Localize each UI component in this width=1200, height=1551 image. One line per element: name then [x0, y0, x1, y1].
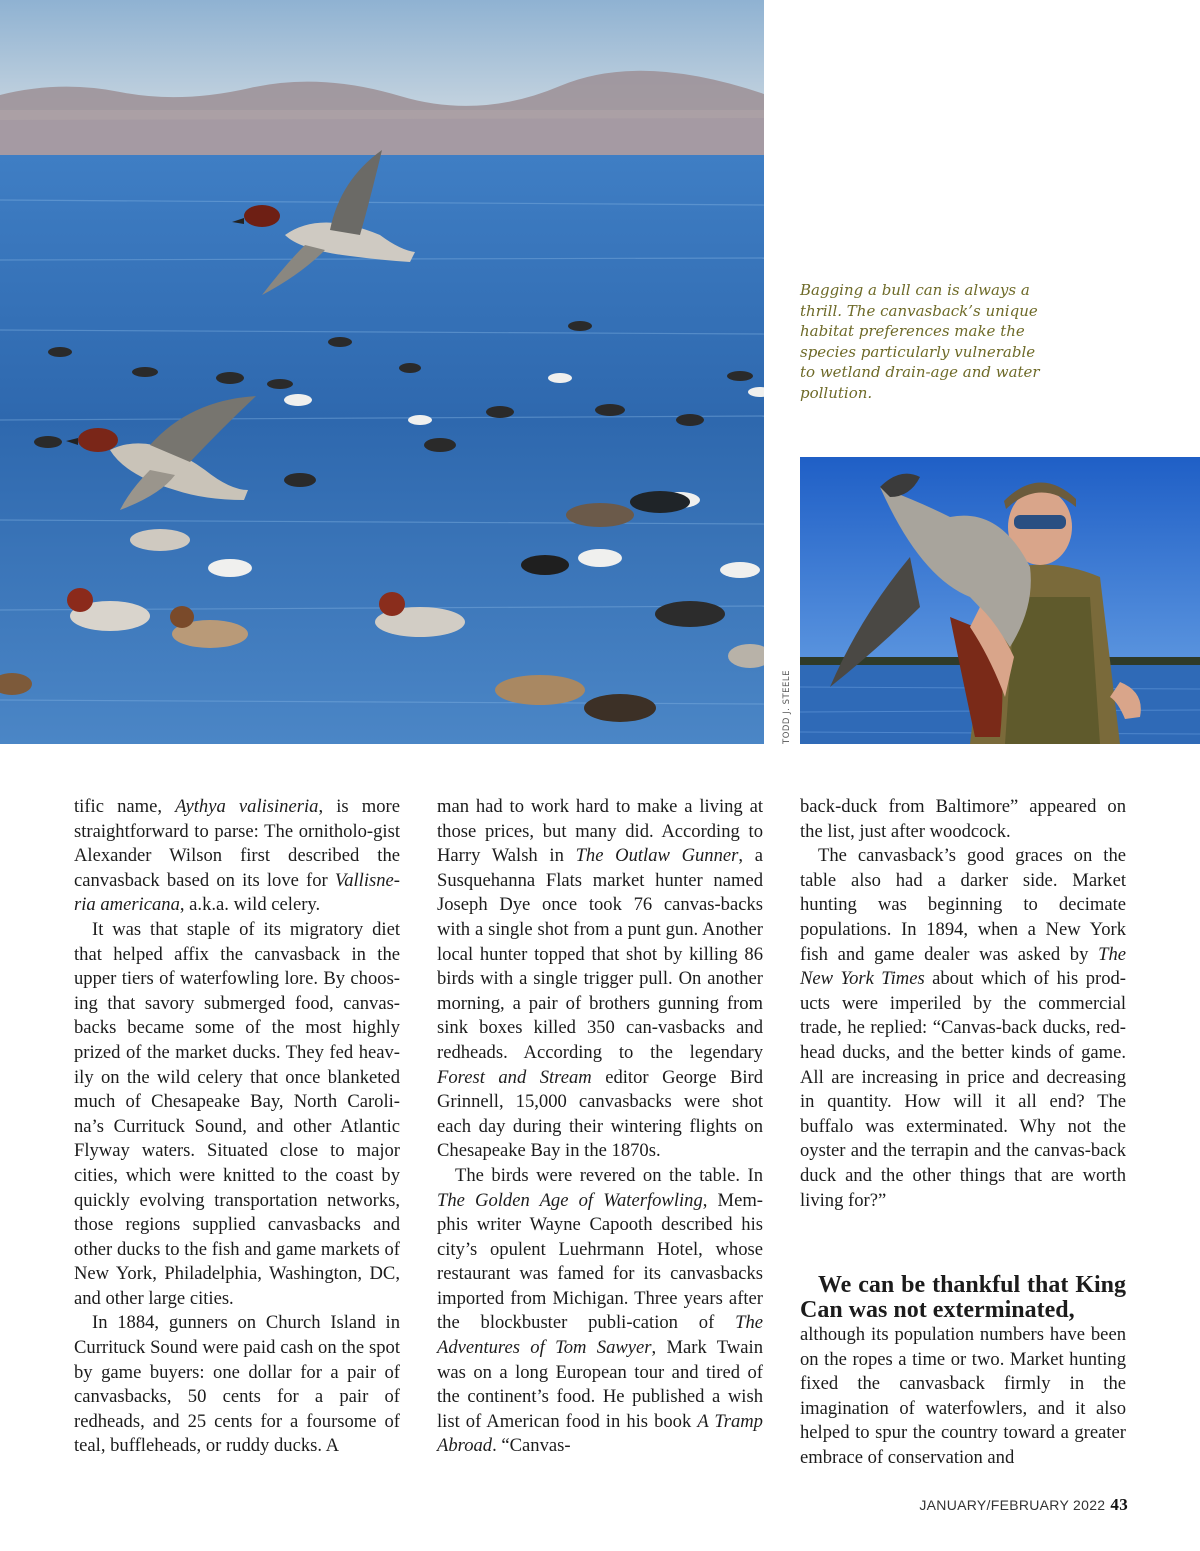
text-run: , a.k.a. wild celery.	[179, 894, 321, 916]
paragraph: In 1884, gunners on Church Island in Currituck Sound were paid cash on the spot by game buyers: one dollar for a pair of canvasbacks, 50 cents for a pair of redheads, and 25 cents for a foursome of teal, buffleheads, or ruddy ducks. A	[74, 1312, 400, 1457]
book-title: The Adventures of Tom Sawyer	[437, 1312, 763, 1359]
paragraph: back-duck from Baltimore” appeared on the list, just after woodcock.	[800, 796, 1126, 842]
issue-date: JANUARY/FEBRUARY 2022	[919, 1497, 1106, 1513]
canvasback-flock-illustration	[0, 0, 764, 744]
text-run: The birds were revered on the table. In	[455, 1164, 763, 1186]
publication-title: Forest and Stream	[437, 1066, 592, 1088]
page-number: 43	[1110, 1495, 1128, 1514]
photo-caption: Bagging a bull can is always a thrill. The canvasback’s unique habitat preferences make the species particularly vulnerable to wetland drain-age and water pollution.	[800, 281, 1040, 402]
paragraph: It was that staple of its migratory diet that helped affix the canvasback in the upper tiers of waterfowling lore. By choos-ing that savory submerged food, canvas-backs became some of the most highly prized of the market ducks. They fed heav-ily on the wild celery that once blanketed much of Chesapeake Bay, North Caroli-na’s Currituck Sound, and other Atlantic Flyway waters. Situated close to major cities, which were knitted to the coast by quickly evolving transportation networks, those regions supplied canvasbacks and other ducks to the fish and game markets of New York, Philadelphia, Washington, DC, and other large cities.	[74, 918, 400, 1309]
text-run: , a Susquehanna Flats market hunter named Joseph Dye once took 76 canvas-backs with a single shot from a punt gun. Another local hunter topped that shot by killing 86 birds with a single trigger pull. On another morning, a pair of brothers gunning from sink boxes killed 350 can-vasbacks and redheads. According to the legendary	[437, 845, 763, 1063]
book-title: A Tramp Abroad	[437, 1410, 763, 1457]
text-run: The canvasback’s good graces on the table also had a darker side. Market hunting was beginning to decimate populations. In 1894, when a New York fish and game dealer was asked by	[800, 845, 1126, 965]
article-column-3	[800, 795, 1126, 1471]
paragraph: although its population numbers have been on the ropes a time or two. Market hunting fixed the canvasback firmly in the imagination of waterfowlers, and it also helped to spur the country toward a greater embrace of conservation and	[800, 1324, 1126, 1469]
book-title: The Outlaw Gunner	[575, 845, 739, 867]
text-run: . “Canvas-	[492, 1435, 571, 1457]
inset-photo	[800, 457, 1200, 744]
article-column-2	[437, 795, 763, 1459]
paragraph	[437, 795, 763, 1164]
text-run: tific name,	[74, 796, 176, 817]
article-column-1	[74, 795, 400, 1459]
text-run: , is more straightforward to parse: The ornitholo-gist Alexander Wilson first described the canvasback based on its love for	[74, 796, 400, 891]
text-run: about which of his prod-ucts were imperiled by the commercial trade, he replied: “Canvas-back ducks, red-head ducks, and the better kinds of game. All are increasing in price and decreasing in quantity. How will it all end? The buffalo was exterminated. Why not the oyster and the terrapin and the canvas-back duck and the other things that are worth living for?”	[800, 968, 1126, 1211]
text-run: man had to work hard to make a living at those prices, but many did. According to Harry Walsh in	[437, 796, 763, 867]
text-run: , Mark Twain was on a long European tour and tired of the continent’s food. He published a wish list of American food in his book	[437, 1337, 763, 1432]
text-run: , Mem-phis writer Wayne Capooth described his city’s opulent Luehrmann Hotel, whose restaurant was famed for its canvasbacks imported from Michigan. Three years after the blockbuster publi-cation of	[437, 1189, 763, 1334]
paragraph	[74, 795, 400, 918]
book-title: The Golden Age of Waterfowling	[437, 1189, 703, 1211]
scientific-name: Aythya valisineria	[175, 796, 319, 817]
text-run: editor George Bird Grinnell, 15,000 canvasbacks were shot each day during their wintering flights on Chesapeake Bay in the 1870s.	[437, 1066, 763, 1162]
main-photo	[0, 0, 764, 744]
photo-credit: TODD J. STEELE	[782, 669, 792, 744]
paragraph	[800, 844, 1126, 1213]
hunter-with-duck-illustration	[800, 457, 1200, 744]
section-lead-in: We can be thankful that King Can was not exterminated,	[800, 1272, 1126, 1324]
paragraph	[437, 1164, 763, 1459]
publication-title: The New York Times	[800, 943, 1126, 990]
scientific-name: Vallisne-ria americana	[74, 869, 400, 916]
page-footer	[919, 1495, 1128, 1515]
